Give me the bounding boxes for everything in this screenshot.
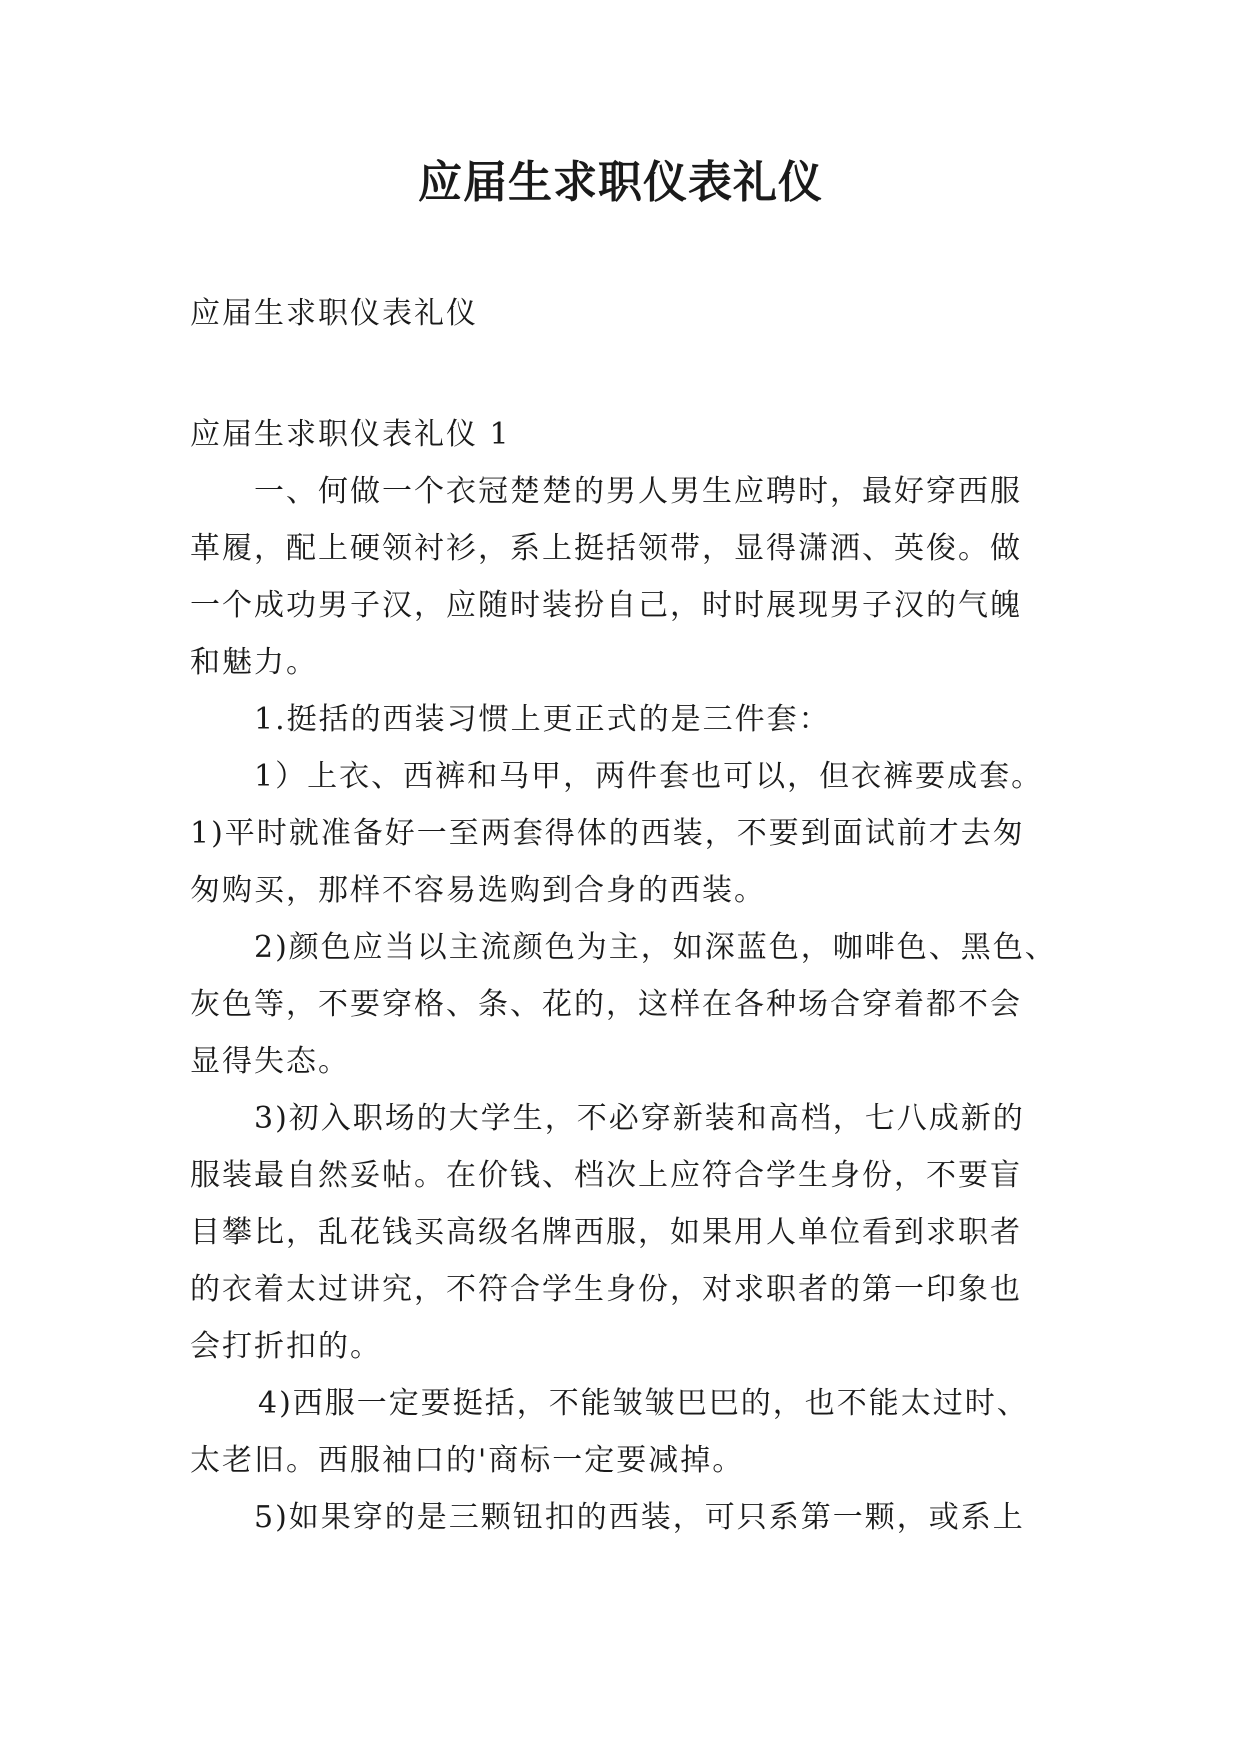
section-heading: 应届生求职仪表礼仪 1 [190,417,511,452]
paragraph-line: 目攀比，乱花钱买高级名牌西服，如果用人单位看到求职者 [190,1215,1022,1250]
paragraph-line: 3)初入职场的大学生，不必穿新装和高档，七八成新的 [254,1101,1025,1136]
document-subtitle: 应届生求职仪表礼仪 [190,296,478,331]
paragraph-line: 2)颜色应当以主流颜色为主，如深蓝色，咖啡色、黑色、 [254,930,1057,965]
paragraph-line: 的衣着太过讲究，不符合学生身份，对求职者的第一印象也 [190,1272,1022,1307]
paragraph-line: 显得失态。 [190,1044,350,1079]
paragraph-line: 5)如果穿的是三颗钮扣的西装，可只系第一颗，或系上 [254,1500,1025,1535]
paragraph-line: 1.挺括的西装习惯上更正式的是三件套： [254,702,831,737]
paragraph-line: 会打折扣的。 [190,1329,382,1364]
paragraph-line: 灰色等，不要穿格、条、花的，这样在各种场合穿着都不会 [190,987,1022,1022]
document-title: 应届生求职仪表礼仪 [418,157,823,208]
paragraph-line: 一个成功男子汉，应随时装扮自己，时时展现男子汉的气魄 [190,588,1022,623]
paragraph-line: 4)西服一定要挺括，不能皱皱巴巴的，也不能太过时、 [258,1386,1029,1421]
paragraph-line: 和魅力。 [190,645,318,680]
paragraph-line: 一、何做一个衣冠楚楚的男人男生应聘时，最好穿西服 [254,474,1022,509]
paragraph-line: 革履，配上硬领衬衫，系上挺括领带，显得潇洒、英俊。做 [190,531,1022,566]
paragraph-line: 太老旧。西服袖口的'商标一定要减掉。 [190,1443,745,1478]
paragraph-line: 匆购买，那样不容易选购到合身的西装。 [190,873,766,908]
paragraph-line: 1）上衣、西裤和马甲，两件套也可以，但衣裤要成套。 [254,759,1044,794]
paragraph-line: 服装最自然妥帖。在价钱、档次上应符合学生身份，不要盲 [190,1158,1022,1193]
document-body [190,285,1060,1546]
paragraph-line: 1)平时就准备好一至两套得体的西装，不要到面试前才去匆 [190,816,1025,851]
